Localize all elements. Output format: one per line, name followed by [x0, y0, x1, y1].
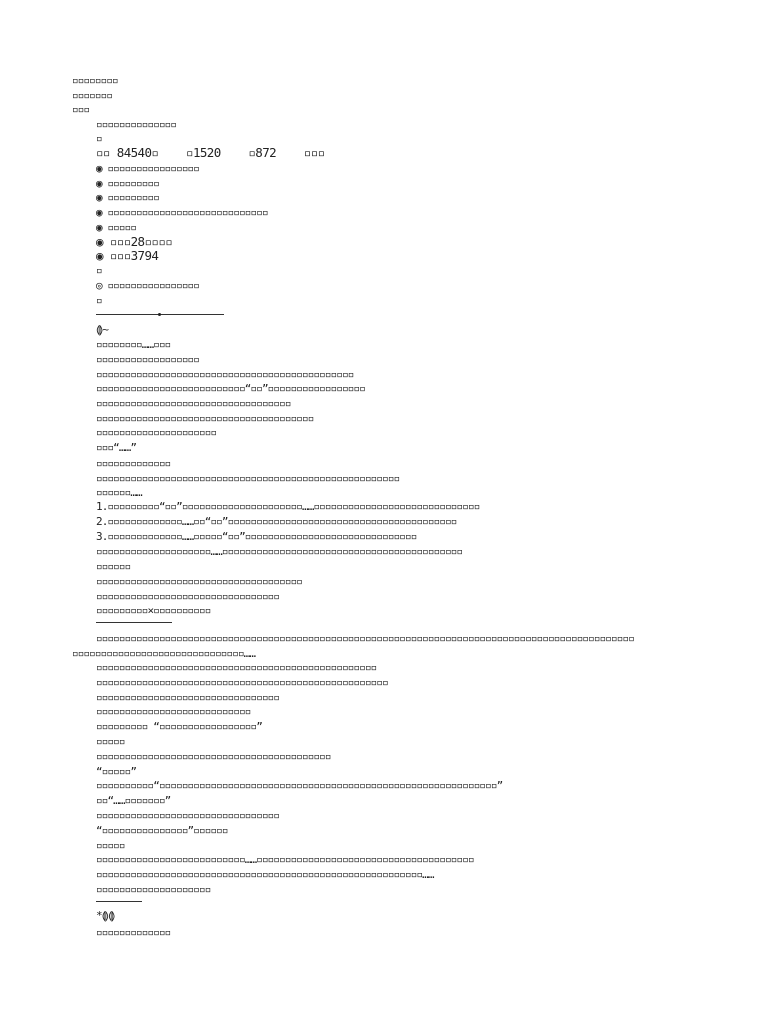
header-line-2: ▫▫▫▫▫▫▫ — [72, 89, 113, 102]
numbered-item: 2.▫▫▫▫▫▫▫▫▫▫▫▫▫……▫▫“▫▫”▫▫▫▫▫▫▫▫▫▫▫▫▫▫▫▫▫▫▫▫▫▫▫▫▫▫▫▫▫▫▫▫▫▫▫▫▫▫▫▫ — [96, 515, 457, 528]
body-line: ▫▫▫▫▫▫▫▫▫▫▫▫▫▫▫▫▫▫▫▫▫▫▫▫▫▫▫▫▫▫▫▫▫▫▫▫ — [96, 575, 303, 588]
body-line: ▫▫▫▫▫▫▫▫▫▫▫▫▫▫▫▫▫▫▫▫▫▫▫▫▫▫▫▫▫▫▫▫▫▫▫▫▫▫▫▫▫▫▫▫▫▫▫▫▫▫▫▫▫ — [96, 472, 400, 485]
paragraph-line: ▫▫▫▫▫ — [96, 839, 125, 852]
paragraph-line: ▫▫▫▫▫▫▫▫▫▫▫▫▫▫▫▫▫▫▫▫▫▫▫▫▫▫▫ — [96, 705, 251, 718]
numbered-item: 3.▫▫▫▫▫▫▫▫▫▫▫▫▫……▫▫▫▫▫“▫▫”▫▫▫▫▫▫▫▫▫▫▫▫▫▫▫▫▫▫▫▫▫▫▫▫▫▫▫▫▫▫ — [96, 530, 417, 543]
body-line: ▫▫▫▫▫▫ — [96, 560, 131, 573]
paragraph-line: ▫▫“……▫▫▫▫▫▫▫” — [96, 794, 171, 807]
numbered-item: 1.▫▫▫▫▫▫▫▫▫“▫▫”▫▫▫▫▫▫▫▫▫▫▫▫▫▫▫▫▫▫▫▫▫……▫▫▫▫▫▫▫▫▫▫▫▫▫▫▫▫▫▫▫▫▫▫▫▫▫▫▫▫▫ — [96, 500, 480, 513]
bullet-item: ◉ ▫▫▫▫▫ — [96, 221, 137, 234]
bullet-item: ◉ ▫▫▫▫▫▫▫▫▫▫▫▫▫▫▫▫▫▫▫▫▫▫▫▫▫▫▫▫ — [96, 206, 268, 219]
body-line: ▫▫▫▫▫▫▫▫▫▫▫▫▫▫▫▫▫▫▫▫▫▫▫▫▫▫▫▫▫▫▫▫ — [96, 590, 280, 603]
body-line: ▫▫▫▫▫▫▫▫▫×▫▫▫▫▫▫▫▫▫▫ — [96, 604, 211, 617]
paragraph-line: ▫▫▫▫▫▫▫▫▫▫“▫▫▫▫▫▫▫▫▫▫▫▫▫▫▫▫▫▫▫▫▫▫▫▫▫▫▫▫▫▫▫▫▫▫▫▫▫▫▫▫▫▫▫▫▫▫▫▫▫▫▫▫▫▫▫▫▫▫▫” — [96, 779, 503, 792]
paragraph-line: ▫▫▫▫▫▫▫▫▫▫▫▫▫▫▫▫▫▫▫▫▫▫▫▫▫▫▫▫▫▫▫▫▫▫▫▫▫▫▫▫▫▫▫▫▫▫▫▫▫▫▫▫▫▫▫▫▫▫▫▫▫▫▫▫▫▫▫▫▫▫▫▫▫▫▫▫▫▫▫▫▫▫▫▫▫▫▫▫▫▫▫▫▫▫ — [96, 632, 634, 645]
header-line-3: ▫▫▫ — [72, 103, 90, 116]
paragraph-line: ▫▫▫▫▫▫▫▫▫▫▫▫▫▫▫▫▫▫▫▫▫▫▫▫▫▫▫▫▫▫▫▫ — [96, 809, 280, 822]
bullet-item: ◉ ▫▫▫28▫▫▫▫ — [96, 234, 173, 249]
bullet-item: ◉ ▫▫▫▫▫▫▫▫▫▫▫▫▫▫▫▫ — [96, 162, 200, 175]
stats-line: ▫▫ 84540▫ ▫1520 ▫872 ▫▫▫ — [96, 145, 325, 160]
body-line: ▫▫▫▫▫▫▫▫▫▫▫▫▫▫▫▫▫▫▫▫▫▫▫▫▫▫“▫▫”▫▫▫▫▫▫▫▫▫▫▫▫▫▫▫▫▫ — [96, 382, 365, 395]
body-line: ▫▫▫▫▫▫▫▫▫▫▫▫▫ — [96, 457, 171, 470]
paragraph-line: “▫▫▫▫▫▫▫▫▫▫▫▫▫▫▫”▫▫▫▫▫▫ — [96, 824, 228, 837]
body-line: ▫▫▫▫▫▫▫▫▫▫▫▫▫▫▫▫▫▫▫▫▫▫▫▫▫▫▫▫▫▫▫▫▫▫▫▫▫▫ — [96, 412, 314, 425]
bullet-item: ◉ ▫▫▫3794 — [96, 248, 159, 263]
paragraph-line: ▫▫▫▫▫▫▫▫▫▫▫▫▫▫▫▫▫▫▫▫▫▫▫▫▫▫▫▫▫▫▫▫▫▫▫▫▫▫▫▫▫▫▫▫▫▫▫▫▫▫▫ — [96, 676, 388, 689]
body-line: ▫▫▫“……” — [96, 441, 137, 454]
paragraph-line: ▫▫▫▫▫▫▫▫▫▫▫▫▫▫▫▫▫▫▫▫▫▫▫▫▫▫▫▫▫▫▫▫▫▫▫▫▫▫▫▫▫▫▫▫▫▫▫▫▫▫▫▫▫▫▫▫▫…… — [96, 868, 434, 881]
body-line: ▫▫▫▫▫▫…… — [96, 486, 142, 499]
section-heading: *⟬⟭⟬⟭ — [96, 909, 115, 922]
body-line: ▫▫▫▫▫▫▫▫▫▫▫▫▫▫▫▫▫▫▫▫▫▫▫▫▫▫▫▫▫▫▫▫▫▫▫▫▫▫▫▫▫▫▫▫▫ — [96, 368, 354, 381]
paragraph-line: ▫▫▫▫▫▫▫▫▫▫▫▫▫▫▫▫▫▫▫▫▫▫▫▫▫▫▫▫▫▫…… — [72, 647, 256, 660]
paragraph-line: ▫▫▫▫▫ — [96, 735, 125, 748]
paragraph-line: ▫▫▫▫▫▫▫▫▫▫▫▫▫▫▫▫▫▫▫▫▫▫▫▫▫▫▫▫▫▫▫▫ — [96, 691, 280, 704]
bullet-item-alt: ◎ ▫▫▫▫▫▫▫▫▫▫▫▫▫▫▫▫ — [96, 279, 200, 292]
body-line: ▫▫▫▫▫▫▫▫▫▫▫▫▫▫▫▫▫▫▫▫……▫▫▫▫▫▫▫▫▫▫▫▫▫▫▫▫▫▫▫▫▫▫▫▫▫▫▫▫▫▫▫▫▫▫▫▫▫▫▫▫▫▫ — [96, 545, 463, 558]
paragraph-line: ▫▫▫▫▫▫▫▫▫▫▫▫▫▫▫▫▫▫▫▫ — [96, 883, 211, 896]
info-line: ▫ — [96, 132, 102, 145]
paragraph-line: ▫▫▫▫▫▫▫▫▫▫▫▫▫▫▫▫▫▫▫▫▫▫▫▫▫▫▫▫▫▫▫▫▫▫▫▫▫▫▫▫▫▫▫▫▫▫▫▫▫ — [96, 661, 377, 674]
body-line: ▫▫▫▫▫▫▫▫▫▫▫▫▫▫▫▫▫▫▫▫▫▫▫▫▫▫▫▫▫▫▫▫▫▫ — [96, 397, 291, 410]
paragraph-line: “▫▫▫▫▫” — [96, 765, 137, 778]
section-divider — [96, 622, 172, 623]
paragraph-line: ▫▫▫▫▫▫▫▫▫ “▫▫▫▫▫▫▫▫▫▫▫▫▫▫▫▫▫” — [96, 720, 262, 733]
info-line: ▫ — [96, 294, 102, 307]
divider-dot — [158, 313, 161, 316]
body-line: ▫▫▫▫▫▫▫▫……▫▫▫ — [96, 338, 171, 351]
body-line: ▫▫▫▫▫▫▫▫▫▫▫▫▫▫▫▫▫▫▫▫▫ — [96, 426, 217, 439]
info-title: ▫▫▫▫▫▫▫▫▫▫▫▫▫▫ — [96, 118, 177, 131]
bullet-item: ◉ ▫▫▫▫▫▫▫▫▫ — [96, 177, 159, 190]
bullet-item: ◉ ▫▫▫▫▫▫▫▫▫ — [96, 191, 159, 204]
section-divider — [96, 901, 142, 902]
paragraph-line: ▫▫▫▫▫▫▫▫▫▫▫▫▫▫▫▫▫▫▫▫▫▫▫▫▫▫……▫▫▫▫▫▫▫▫▫▫▫▫▫▫▫▫▫▫▫▫▫▫▫▫▫▫▫▫▫▫▫▫▫▫▫▫▫▫ — [96, 853, 474, 866]
paragraph-line: ▫▫▫▫▫▫▫▫▫▫▫▫▫▫▫▫▫▫▫▫▫▫▫▫▫▫▫▫▫▫▫▫▫▫▫▫▫▫▫▫▫ — [96, 750, 331, 763]
info-line: ▫ — [96, 264, 102, 277]
section-heading: ⟬⟭~ — [96, 323, 109, 336]
body-line: ▫▫▫▫▫▫▫▫▫▫▫▫▫▫▫▫▫▫ — [96, 353, 200, 366]
body-line: ▫▫▫▫▫▫▫▫▫▫▫▫▫ — [96, 926, 171, 939]
header-line-1: ▫▫▫▫▫▫▫▫ — [72, 74, 118, 87]
